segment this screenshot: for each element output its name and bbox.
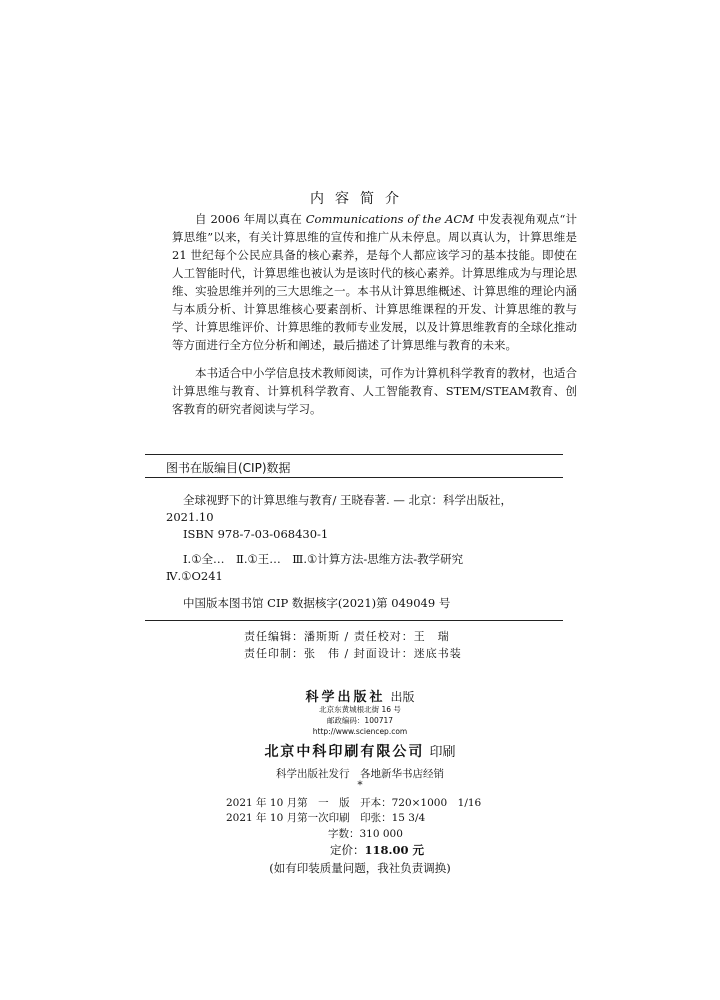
publisher-name: 科学出版社	[305, 690, 386, 705]
printer-suffix: 印刷	[429, 745, 456, 760]
cip-isbn: ISBN 978-7-03-068430-1	[183, 527, 329, 541]
cip-heading: 图书在版编目(CIP)数据	[166, 461, 291, 475]
summary-p1-rest: 中发表视角观点“计算思维”以来，有关计算思维的宣传和推广从未停息。周以真认为，计算思维是 21 世纪每个公民应具备的核心素养，是每个人都应该学习的基本技能。即使在人工智能时代，计算思维也被认为是该时代的核心素养。计算思维成为与理论思维、实验思维并列的三大思维之一。本书从计算思维概述、计算思维的理论内涵与本质分析、计算思维核心要素剖析、计算思维课程的开发、计算思维的教与学、计算思维评价、计算思维的教师专业发展，以及计算思维教育的全球化推动等方面进行全方位分析和阐述，最后描述了计算思维与教育的未来。	[172, 212, 577, 352]
publisher-postcode: 邮政编码：100717	[326, 716, 394, 725]
publisher-suffix: 出版	[390, 690, 415, 704]
price-note: (如有印装质量问题，我社负责调换)	[269, 861, 451, 875]
price-label: 定价：	[330, 843, 365, 857]
cip-number: 中国版本图书馆 CIP 数据核字(2021)第 049049 号	[183, 596, 451, 610]
cip-heading-rule	[145, 477, 563, 478]
cip-classification-1: Ⅰ.①全… Ⅱ.①王… Ⅲ.①计算方法-思维方法-教学研究	[183, 552, 464, 566]
summary-paragraph-2: 本书适合中小学信息技术教师阅读，可作为计算机科学教育的教材，也适合计算思维与教育、计算机科学教育、人工智能教育、STEM/STEAM教育、创客教育的研究者阅读与学习。	[172, 366, 577, 416]
publisher-line	[0, 686, 720, 705]
cip-classification-2: Ⅳ.①O241	[166, 569, 223, 583]
staff-line-1: 责任编辑：潘斯斯 / 责任校对：王 瑞	[244, 630, 450, 643]
publisher-address: 北京东黄城根北街 16 号	[319, 705, 401, 714]
summary-title: 内容简介	[310, 191, 410, 207]
cip-date-line: 2021.10	[166, 510, 214, 524]
distribution-star: *	[357, 779, 363, 791]
distribution-line: 科学出版社发行 各地新华书店经销	[276, 768, 444, 780]
publisher-url: http://www.sciencep.com	[312, 727, 408, 736]
cip-top-rule	[145, 454, 563, 455]
staff-line-2: 责任印制：张 伟 / 封面设计：迷底书装	[244, 647, 462, 660]
printer-name: 北京中科印刷有限公司	[264, 744, 425, 760]
price-line	[330, 842, 424, 858]
price-value: 118.00 元	[364, 843, 425, 857]
summary-p1-start: 自 2006 年周以真在	[195, 212, 306, 226]
edition-row-1: 2021 年 10 月第 一 版 开本：720×1000 1/16	[226, 797, 482, 809]
printer-line	[0, 741, 720, 761]
summary-paragraph-1	[172, 210, 577, 354]
journal-name: Communications of the ACM	[305, 212, 474, 226]
cip-title-line: 全球视野下的计算思维与教育/ 王晓春著. — 北京：科学出版社，	[183, 493, 512, 507]
cip-bottom-rule	[145, 620, 563, 621]
edition-row-2: 2021 年 10 月第一次印刷 印张：15 3/4	[226, 812, 426, 824]
edition-row-3: 字数：310 000	[328, 828, 403, 840]
